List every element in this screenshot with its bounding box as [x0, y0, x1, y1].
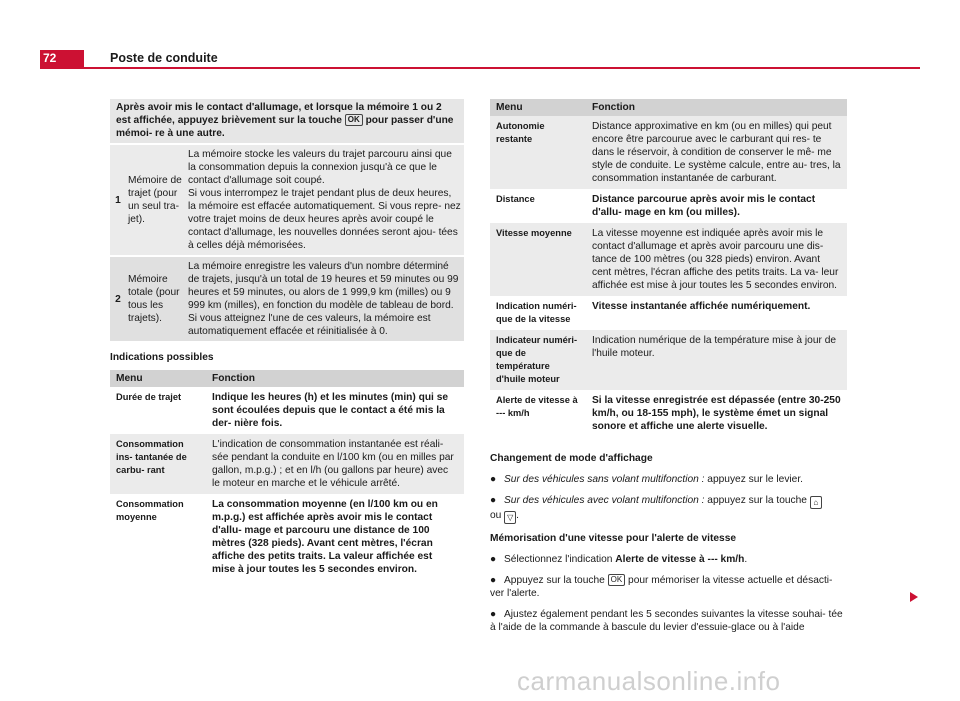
- table-row: [110, 387, 464, 434]
- fonction-cell: Distance approximative en km (ou en milles) qui peut encore être parcourue avec le carburant qui res- te dans le réservoir, à condition de conserver le mê- me style de conduite. Le système calcule, entre au- tres, la consommation instantanée de carburant.: [586, 116, 847, 189]
- menu-cell: Distance: [490, 189, 586, 223]
- memory-text-2: Si vous interrompez le trajet pendant plus de deux heures, la mémoire est effacée automatiquement. Si vous repre- nez votre trajet moins de deux heures après avoir coupé le contact d'allumage, les nouvelles données seront ajou- tées à celles déjà mémorisées.: [188, 188, 461, 251]
- speed-alert-title: Mémorisation d'une vitesse pour l'alerte de vitesse: [490, 533, 737, 544]
- fonction-cell: La consommation moyenne (en l/100 km ou en m.p.g.) est affichée après avoir mis le contact d'allu- mage et parcouru une distance de 100 mètres (328 pieds). Avant cent mètres, l'écran affiche des petits traits. La valeur affichée est mise à jour toutes les 5 secondes environ.: [206, 494, 464, 580]
- bullet-bold: Alerte de vitesse à --- km/h: [615, 554, 745, 565]
- fonction-cell: Vitesse instantanée affichée numériquement.: [586, 296, 847, 330]
- menu-cell: Consommation ins- tantanée de carbu- rant: [110, 434, 206, 494]
- down-key-icon: ▽: [504, 511, 516, 524]
- bullet-item: [490, 574, 847, 600]
- memory-table: [110, 143, 464, 341]
- ok-key-icon: OK: [345, 114, 363, 126]
- bullet-icon: ●: [490, 609, 497, 620]
- intro-text-end: pour passer d'une mémoi- re à une autre.: [116, 115, 454, 139]
- column-header-menu: Menu: [110, 370, 206, 387]
- menu-cell: Vitesse moyenne: [490, 223, 586, 296]
- column-header-menu: Menu: [490, 99, 586, 116]
- indications-table-continued: [490, 99, 847, 437]
- column-header-fonction: Fonction: [206, 370, 464, 387]
- bullet-text: appuyez sur le levier.: [704, 474, 804, 485]
- memory-intro: [110, 99, 464, 143]
- bullet-item: [490, 608, 847, 634]
- header-rule: [40, 67, 920, 69]
- table-row: [490, 116, 847, 189]
- bullet-item: [490, 494, 847, 524]
- fonction-cell: Distance parcourue après avoir mis le contact d'allu- mage en km (ou milles).: [586, 189, 847, 223]
- menu-cell: Consommation moyenne: [110, 494, 206, 580]
- memory-row: [110, 144, 464, 256]
- menu-cell: Alerte de vitesse à --- km/h: [490, 390, 586, 437]
- memory-description: La mémoire enregistre les valeurs d'un nombre déterminé de trajets, jusqu'à un total de 19 heures et 59 minutes ou 99 heures et 59 minutes, ou alors de 1 999,9 km (milles) ou 9 999 km (milles), en fonction du modèle de tableau de bord. Si vous atteignez l'une de ces valeurs, la mémoire est automatiquement effacée et réinitialisée à 0.: [186, 256, 464, 341]
- bullet-text-end: .: [744, 554, 748, 565]
- display-mode-section: [490, 452, 847, 634]
- menu-cell: Indicateur numéri- que de température d'huile moteur: [490, 330, 586, 390]
- bullet-text-or: ou: [490, 510, 505, 521]
- fonction-cell: La vitesse moyenne est indiquée après avoir mis le contact d'allumage et après avoir parcouru une dis- tance de 100 mètres (ou 328 pieds) environ. Avant cent mètres, l'écran affiche des petits traits. La va- leur affichée est mise à jour toutes les 5 secondes environ.: [586, 223, 847, 296]
- bullet-icon: ●: [490, 495, 497, 506]
- intro-text: Après avoir mis le contact d'allumage, et lorsque la mémoire 1 ou 2 est affichée, appuyez brièvement sur la touche: [116, 102, 442, 126]
- left-column: [110, 99, 464, 580]
- fonction-cell: L'indication de consommation instantanée est réali- sée pendant la conduite en l/100 km (ou en milles par gallon, m.p.g.) ; et en l/h (ou gallons par heure) avec le moteur en marche et le véhicule arrêté.: [206, 434, 464, 494]
- table-row: [490, 189, 847, 223]
- watermark: carmanualsonline.info: [517, 666, 781, 696]
- menu-cell: Durée de trajet: [110, 387, 206, 434]
- memory-number: 2: [110, 256, 126, 341]
- memory-text: La mémoire stocke les valeurs du trajet parcouru ainsi que la consommation depuis la connexion jusqu'à ce que le contact d'allumage soit coupé.: [188, 149, 452, 186]
- section-title: Indications possibles: [110, 352, 214, 363]
- bullet-item: [490, 473, 847, 486]
- up-key-icon: ⌂: [810, 496, 822, 509]
- bullet-text: appuyez sur la touche: [704, 495, 810, 506]
- table-row: [490, 390, 847, 437]
- memory-label: Mémoire de trajet (pour un seul tra- jet).: [126, 144, 186, 256]
- bullet-italic: Sur des véhicules sans volant multifonction :: [504, 474, 705, 485]
- memory-description: [186, 144, 464, 256]
- table-row: [490, 330, 847, 390]
- table-row: [110, 434, 464, 494]
- page-title: Poste de conduite: [110, 51, 218, 65]
- continue-arrow-icon: [910, 592, 918, 602]
- display-mode-title: Changement de mode d'affichage: [490, 453, 653, 464]
- menu-cell: Indication numéri- que de la vitesse: [490, 296, 586, 330]
- right-column: [490, 99, 847, 642]
- bullet-text: Sélectionnez l'indication: [504, 554, 616, 565]
- table-row: [110, 494, 464, 580]
- menu-cell: Autonomie restante: [490, 116, 586, 189]
- bullet-text-end: pour mémoriser la vitesse actuelle et désacti- ver l'alerte.: [490, 575, 833, 599]
- bullet-text: Ajustez également pendant les 5 secondes suivantes la vitesse souhai- tée à l'aide de la commande à bascule du levier d'essuie-glace ou à l'aide: [490, 609, 843, 633]
- bullet-italic: Sur des véhicules avec volant multifonction :: [504, 495, 705, 506]
- ok-key-icon: OK: [608, 574, 626, 586]
- bullet-text-end: .: [516, 510, 520, 521]
- memory-row: [110, 256, 464, 341]
- fonction-cell: Indication numérique de la température mise à jour de l'huile moteur.: [586, 330, 847, 390]
- bullet-icon: ●: [490, 554, 497, 565]
- table-row: [490, 223, 847, 296]
- bullet-text: Appuyez sur la touche: [504, 575, 608, 586]
- page-number: 72: [40, 50, 84, 67]
- column-header-fonction: Fonction: [586, 99, 847, 116]
- table-row: [490, 296, 847, 330]
- memory-label: Mémoire totale (pour tous les trajets).: [126, 256, 186, 341]
- bullet-icon: ●: [490, 474, 497, 485]
- memory-number: 1: [110, 144, 126, 256]
- bullet-item: [490, 553, 847, 566]
- indications-table: [110, 370, 464, 580]
- fonction-cell: Indique les heures (h) et les minutes (min) qui se sont écoulées depuis que le contact a été mis la der- nière fois.: [206, 387, 464, 434]
- bullet-icon: ●: [490, 575, 497, 586]
- fonction-cell: Si la vitesse enregistrée est dépassée (entre 30-250 km/h, ou 18-155 mph), le système émet un signal sonore et affiche une alerte visuelle.: [586, 390, 847, 437]
